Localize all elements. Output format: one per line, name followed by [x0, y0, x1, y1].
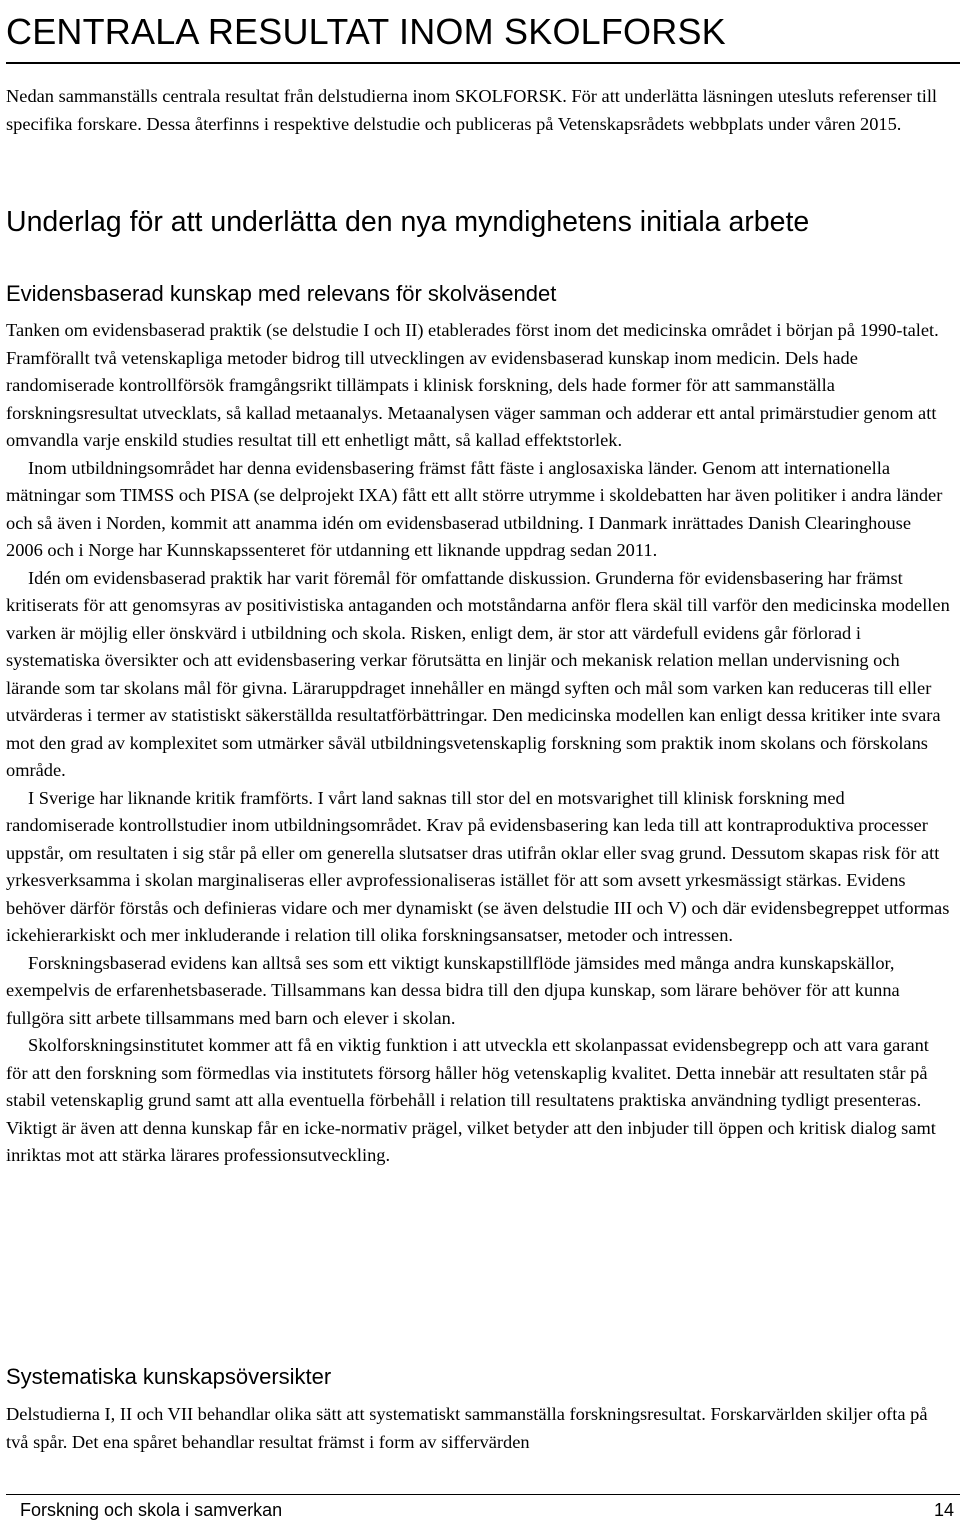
body-paragraph: Skolforskningsinstitutet kommer att få en viktig funktion i att utveckla ett skolanpassat evidensbegrepp och att vara garant för att den forskning som förmedlas via institutets försorg håller hög vetenskaplig kvalitet. Detta innebär att resultaten står på stabil vetenskaplig grund samt att alla eventuella förbehåll i relation till resultatens praktiska användning tydligt presenteras. Viktigt är även att denna kunskap får en icke-normativ prägel, vilket betyder att den inbjuder till öppen och kritisk dialog samt inriktas mot att stärka lärares professionsutveckling. — [6, 1035, 936, 1165]
subsection-heading-evidence: Evidensbaserad kunskap med relevans för skolväsendet — [6, 281, 557, 306]
footer-page-number: 14 — [933, 1500, 954, 1520]
title-divider — [6, 62, 960, 64]
subsection-heading-systematic-reviews: Systematiska kunskapsöversikter — [6, 1364, 332, 1389]
body-paragraph: Idén om evidensbaserad praktik har varit föremål för omfattande diskussion. Grunderna för evidensbasering har främst kritiserats för att genomsyras av positivistiska antaganden och motståndarna anför flera skäl till varför den medicinska modellen varken är möjlig eller önskvärd i utbildning och skola. Risken, enligt dem, är stor att värdefull evidens går förlorad i systematiska översikter och att evidensbasering verkar förutsätta en linjär och mekanisk relation mellan undervisning och lärande som tar skolans mål för givna. Läraruppdraget innehåller en mängd syften och mål som varken kan reduceras till eller utvärderas i termer av statistiskt säkerställda resultatförbättringar. Den medicinska modellen kan enligt dessa kritiker inte svara mot den grad av komplexitet som utmärker såväl utbildningsvetenskaplig forskning som praktik inom skolans och förskolans område. — [6, 567, 950, 780]
body-paragraph: Forskningsbaserad evidens kan alltså ses som ett viktigt kunskapstillflöde jämsides med många andra kunskapskällor, exempelvis de erfarenhetsbaserade. Tillsammans kan dessa bidra till den djupa kunskap, som lärare behöver för att kunna fullgöra sitt arbete tillsammans med barn och elever i skolan. — [6, 952, 900, 1028]
footer-divider — [6, 1494, 960, 1495]
document-title: CENTRALA RESULTAT INOM SKOLFORSK — [6, 11, 726, 52]
intro-paragraph: Nedan sammanställs centrala resultat från delstudierna inom SKOLFORSK. För att underlätta läsningen utesluts referenser till specifika forskare. Dessa återfinns i respektive delstudie och publiceras på Vetenskapsrådets webbplats under våren 2015. — [6, 86, 938, 134]
body-paragraph: Delstudierna I, II och VII behandlar olika sätt att systematiskt sammanställa forskningsresultat. Forskarvärlden skiljer ofta på två spår. Det ena spåret behandlar resultat främst i form av siffervärden — [6, 1404, 928, 1452]
body-paragraph: Tanken om evidensbaserad praktik (se delstudie I och II) etablerades först inom det medicinska området i början på 1990-talet. Framförallt två vetenskapliga metoder bidrog till utvecklingen av evidensbaserad kunskap inom medicin. Dels hade randomiserade kontrollförsök framgångsrikt tillämpats i klinisk forskning, dels hade former för att sammanställa forskningsresultat utvecklats, så kallad metaanalys. Metaanalysen väger samman och adderar ett antal primärstudier genom att omvandla varje enskild studies resultat till ett enhetligt mått, så kallad effektstorlek. — [6, 320, 939, 450]
footer-publication-title: Forskning och skola i samverkan — [20, 1500, 283, 1520]
body-paragraph: Inom utbildningsområdet har denna evidensbasering främst fått fäste i anglosaxiska länder. Genom att internationella mätningar som TIMSS och PISA (se delprojekt IXA) fått ett allt större utrymme i skoldebatten har även politiker i andra länder och så även i Norden, kommit att anamma idén om evidensbaserad utbildning. I Danmark inrättades Danish Clearinghouse 2006 och i Norge har Kunnskapssenteret för utdanning ett liknande uppdrag sedan 2011. — [6, 457, 943, 560]
section-heading: Underlag för att underlätta den nya myndighetens initiala arbete — [6, 206, 810, 238]
subsection-body-systematic-reviews — [6, 1401, 950, 1456]
body-paragraph: I Sverige har liknande kritik framförts. I vårt land saknas till stor del en motsvarighet till klinisk forskning med randomiserade kontrollstudier inom utbildningsområdet. Krav på evidensbasering kan leda till att kontraproduktiva processer uppstår, om resultaten i sig står på eller om generella slutsatser dras utifrån oklar eller svag grund. Dessutom skapas risk för att yrkesverksamma i skolan marginaliseras eller avprofessionaliseras istället för att som avsett yrkesmässigt stärkas. Evidens behöver därför förstås och definieras vidare och mer dynamiskt (se även delstudie III och V) och där evidensbegreppet utformas ickehierarkiskt och mer inkluderande i relation till olika forskningsansatser, metoder och intressen. — [6, 787, 950, 945]
page-footer — [0, 1494, 960, 1525]
subsection-body-evidence — [6, 317, 950, 1170]
